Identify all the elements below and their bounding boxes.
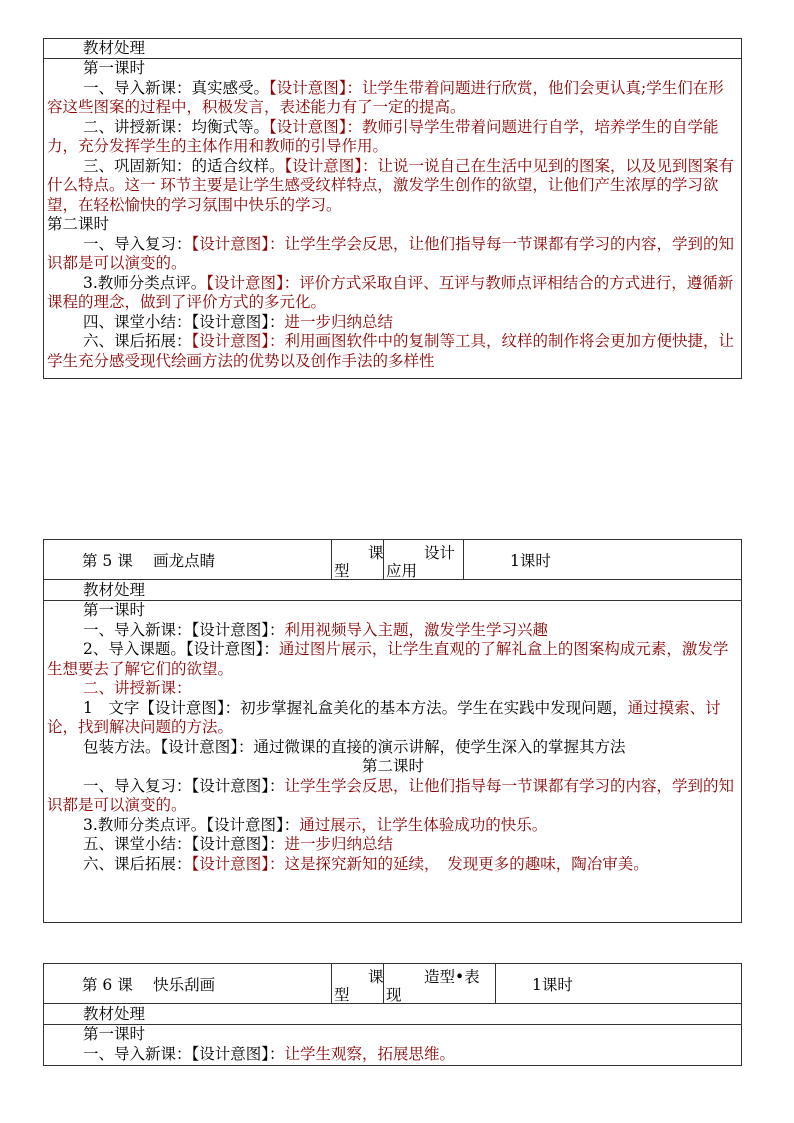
paragraph-text: 1 文字【设计意图】：初步掌握礼盒美化的基本方法。学生在实践中发现问题， bbox=[83, 698, 628, 717]
body-paragraph bbox=[47, 313, 739, 333]
paragraph-text: 第一课时 bbox=[83, 1025, 146, 1043]
body-paragraph bbox=[47, 640, 739, 679]
lesson-title: 第 6 课 快乐刮画 bbox=[82, 976, 216, 994]
design-intent-text: 【设计意图】：让说一说自己在生活中见到的图案，以及见到图案有什么特点。这一 环节主要是让学生感受纹样特点，激发学生创作的欲望，让他们产生浓厚的学习欲望，在轻松愉快的学习氛围中快乐的学习。 bbox=[47, 156, 735, 214]
lesson-title-cell bbox=[44, 964, 331, 1003]
lesson-type-label-cell bbox=[331, 540, 383, 579]
body-paragraph bbox=[47, 235, 739, 274]
body-paragraph bbox=[47, 621, 739, 641]
design-intent-text: 让学生观察，拓展思维。 bbox=[284, 1044, 456, 1063]
design-intent-text: 进一步归纳总结 bbox=[284, 312, 394, 331]
paragraph-text: 五、课堂小结：【设计意图】： bbox=[83, 835, 285, 853]
section-header: 教材处理 bbox=[44, 579, 741, 600]
paragraph-text: 包装方法。【设计意图】：通过微课的直接的演示讲解，使学生深入的掌握其方法 bbox=[83, 737, 626, 756]
paragraph-text: 一、导入新课：【设计意图】： bbox=[83, 1044, 285, 1063]
body-paragraph bbox=[47, 816, 739, 836]
paragraph-text: 一、导入复习：【设计意图】： bbox=[83, 776, 285, 795]
body-paragraph bbox=[47, 835, 739, 855]
lesson-header-row bbox=[44, 540, 741, 579]
body-paragraph bbox=[47, 1045, 739, 1065]
lesson-hours-cell bbox=[463, 540, 741, 579]
design-intent-text: 二、讲授新课： bbox=[83, 679, 192, 697]
body-paragraph bbox=[47, 855, 739, 875]
design-intent-text: 通过展示，让学生体验成功的快乐。 bbox=[299, 815, 548, 834]
lesson-hours: 1课时 bbox=[532, 976, 573, 994]
lesson-table-3 bbox=[43, 963, 742, 1066]
paragraph-text: 3.教师分类点评。【设计意图】： bbox=[83, 815, 300, 834]
body-paragraph bbox=[47, 1025, 739, 1045]
design-intent-text: 【设计意图】：这是探究新知的延续， 发现更多的趣味，陶冶审美。 bbox=[191, 854, 649, 873]
paragraph-text: 四、课堂小结：【设计意图】： bbox=[83, 312, 285, 331]
design-intent-text: 【设计意图】：利用画图软件中的复制等工具，纹样的制作将会更加方便快捷，让学生充分感受现代绘画方法的优势以及创作手法的多样性 bbox=[47, 332, 735, 370]
type-label-bottom: 型 bbox=[334, 562, 350, 580]
body-paragraph bbox=[47, 157, 739, 216]
section-header: 教材处理 bbox=[83, 39, 146, 57]
body-paragraph bbox=[47, 757, 739, 777]
type-label-top: 课 bbox=[368, 968, 384, 986]
lesson-title: 第 5 课 画龙点睛 bbox=[82, 552, 216, 570]
paragraph-text: 第一课时 bbox=[83, 59, 146, 77]
lesson-type-value-cell bbox=[383, 964, 495, 1003]
lesson-type-label-cell bbox=[331, 964, 383, 1003]
design-intent-text: 通过图片展示，让学生直观的了解礼盒上的图案构成元素，激发学生想要去了解它们的欲望。 bbox=[47, 640, 729, 678]
body-paragraph bbox=[47, 274, 739, 313]
lesson-header-row bbox=[44, 964, 741, 1003]
design-intent-text: 利用视频导入主题，激发学生学习兴趣 bbox=[284, 620, 549, 639]
body-paragraph bbox=[47, 699, 739, 738]
paragraph-text: 3.教师分类点评。 bbox=[83, 273, 207, 292]
paragraph-text: 2、导入课题。【设计意图】： bbox=[83, 640, 279, 658]
lesson-title-cell bbox=[44, 540, 331, 579]
design-intent-text: 通过摸索、讨论，找到解决问题的方法。 bbox=[47, 698, 721, 736]
lesson-hours: 1课时 bbox=[510, 552, 551, 570]
lesson-type-value-cell bbox=[383, 540, 463, 579]
section-header: 教材处理 bbox=[44, 1003, 741, 1024]
type-label-top: 课 bbox=[368, 544, 384, 562]
paragraph-text: 第二课时 bbox=[47, 215, 110, 233]
lesson-table-2 bbox=[43, 539, 742, 923]
design-intent-text: 【设计意图】：让学生学会反思，让他们指导每一节课都有学习的内容，学到的知识都是可以演变的。 bbox=[47, 234, 735, 272]
body-paragraph bbox=[47, 777, 739, 816]
body-paragraph bbox=[47, 118, 739, 157]
body-paragraph bbox=[47, 332, 739, 371]
paragraph-text: 一、导入新课：真实感受。 bbox=[83, 78, 270, 97]
body-paragraph bbox=[47, 215, 739, 235]
paragraph-text: 第二课时 bbox=[361, 757, 424, 775]
lesson-table-1 bbox=[43, 38, 742, 379]
type-value-top: 造型•表 bbox=[424, 968, 480, 986]
body-paragraph bbox=[47, 601, 739, 621]
section-body bbox=[44, 1024, 741, 1064]
type-value-bottom: 应用 bbox=[386, 562, 418, 580]
design-intent-text: 【设计意图】：让学生带着问题进行欣赏，他们会更认真;学生们在形容这些图案的过程中，积极发言，表述能力有了一定的提高。 bbox=[47, 78, 724, 116]
paragraph-text: 一、导入新课：【设计意图】： bbox=[83, 620, 285, 639]
section-body bbox=[44, 58, 741, 371]
design-intent-text: 进一步归纳总结 bbox=[284, 835, 394, 853]
paragraph-text: 六、课后拓展： bbox=[83, 854, 192, 873]
paragraph-text: 六、课后拓展： bbox=[83, 332, 192, 350]
type-value-top: 设计 bbox=[424, 544, 456, 562]
paragraph-text: 一、导入复习： bbox=[83, 234, 192, 253]
design-intent-text: 【设计意图】：评价方式采取自评、互评与教师点评相结合的方式进行，遵循新课程的理念，做到了评价方式的多元化。 bbox=[47, 273, 734, 311]
paragraph-text: 二、讲授新课：均衡式等。 bbox=[83, 117, 270, 136]
body-paragraph bbox=[47, 79, 739, 118]
type-value-bottom: 现 bbox=[386, 986, 402, 1004]
lesson-hours-cell bbox=[495, 964, 741, 1003]
body-paragraph bbox=[47, 59, 739, 79]
body-paragraph bbox=[47, 679, 739, 699]
section-body bbox=[44, 600, 741, 874]
type-label-bottom: 型 bbox=[334, 986, 350, 1004]
design-intent-text: 让学生学会反思，让他们指导每一节课都有学习的内容，学到的知识都是可以演变的。 bbox=[47, 776, 735, 814]
design-intent-text: 【设计意图】：教师引导学生带着问题进行自学，培养学生的自学能力，充分发挥学生的主体作用和教师的引导作用。 bbox=[47, 117, 719, 155]
body-paragraph bbox=[47, 738, 739, 758]
paragraph-text: 三、巩固新知：的适合纹样。 bbox=[83, 156, 285, 175]
paragraph-text: 第一课时 bbox=[83, 601, 146, 619]
